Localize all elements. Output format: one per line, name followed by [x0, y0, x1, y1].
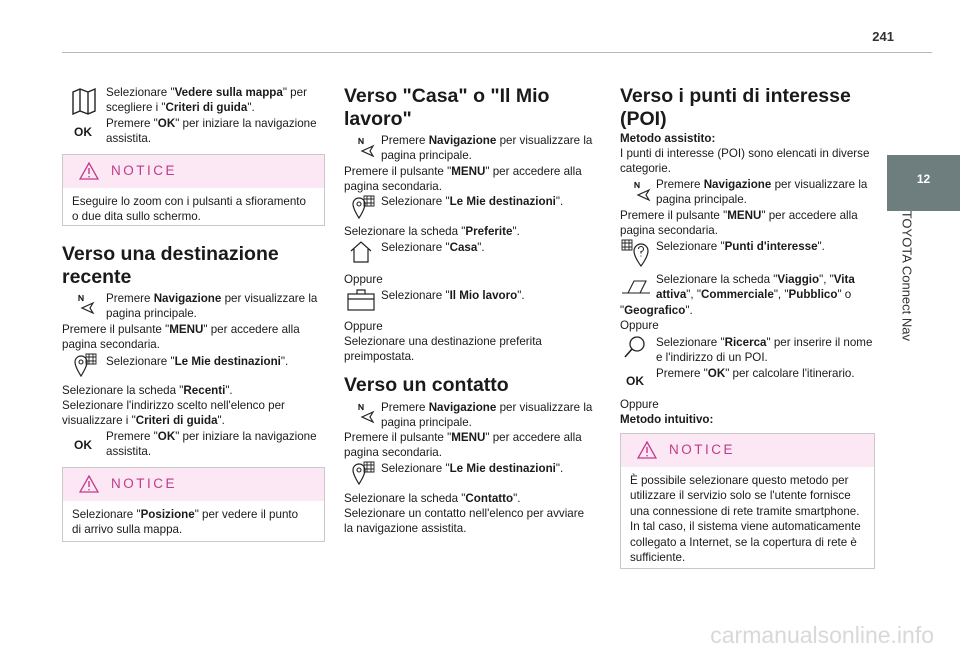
- section-heading: Verso "Casa" o "Il Mio: [344, 85, 550, 107]
- text-line: Selezionare "Il Mio lavoro".: [381, 289, 525, 302]
- notice-box: [62, 154, 325, 226]
- destination-pin-icon: [350, 194, 376, 220]
- text-line: Selezionare "Punti d'interesse".: [656, 240, 825, 253]
- text-line: Premere Navigazione per visualizzare la: [381, 401, 593, 414]
- tabs-icon: [620, 277, 652, 297]
- notice-body: È possibile selezionare questo metodo per utilizzare il servizio solo se l'utente fornisce una connessione di rete tramite smartphone. In tal caso, il sistema viene automaticamente collegato a Internet, se la copertura di rete è sufficiente.: [630, 474, 861, 565]
- notice-box: [62, 467, 325, 542]
- warning-icon: [79, 475, 99, 493]
- text-line: attiva", "Commerciale", "Pubblico" o: [656, 288, 852, 301]
- section-heading: Verso un contatto: [344, 374, 509, 396]
- text-line: Selezionare "Vedere sulla mappa" per: [106, 86, 307, 99]
- text-line: assistita.: [106, 132, 152, 145]
- section-heading: recente: [62, 266, 132, 288]
- text-line: Oppure: [344, 320, 383, 333]
- text-line: pagina principale.: [381, 416, 472, 429]
- search-icon: [622, 334, 648, 360]
- notice-header: [621, 434, 874, 467]
- navigation-icon: [632, 181, 652, 201]
- text-line: Selezionare l'indirizzo scelto nell'elenco per: [62, 399, 285, 412]
- destination-pin-icon: [72, 352, 98, 378]
- text-line: "Geografico".: [620, 304, 693, 317]
- text-line: pagina secondaria.: [344, 180, 442, 193]
- text-line: Oppure: [620, 319, 659, 332]
- text-line: pagina principale.: [381, 149, 472, 162]
- notice-header: [63, 468, 324, 501]
- briefcase-icon: [346, 288, 376, 312]
- section-heading: Verso una destinazione: [62, 243, 279, 265]
- text-line: Premere "OK" per calcolare l'itinerario.: [656, 367, 855, 380]
- notice-title: NOTICE: [111, 476, 178, 491]
- map-icon: [70, 87, 98, 115]
- text-line: visualizzare i "Criteri di guida".: [62, 414, 225, 427]
- text-line: e l'indirizzo di un POI.: [656, 351, 768, 364]
- text-line: Premere il pulsante "MENU" per accedere alla: [62, 323, 300, 336]
- text-line: Selezionare "Le Mie destinazioni".: [381, 195, 564, 208]
- text-line: Premere "OK" per iniziare la navigazione: [106, 117, 317, 130]
- ok-button-icon: OK: [74, 438, 92, 452]
- notice-box: [620, 433, 875, 569]
- text-line: Selezionare un contatto nell'elenco per avviare: [344, 507, 585, 520]
- watermark: carmanualsonline.info: [710, 621, 934, 648]
- header-rule: [62, 52, 932, 53]
- text-line: scegliere i "Criteri di guida".: [106, 101, 255, 114]
- navigation-icon: [356, 403, 376, 423]
- notice-body: Eseguire lo zoom con i pulsanti a sfioramento o due dita sullo schermo.: [72, 195, 306, 224]
- text-line: assistita.: [106, 445, 152, 458]
- text-line: Selezionare la scheda "Preferite".: [344, 225, 520, 238]
- text-line: Selezionare la scheda "Viaggio", "Vita: [656, 273, 855, 286]
- text-line: I punti di interesse (POI) sono elencati in diverse: [620, 147, 870, 160]
- text-line: Selezionare "Le Mie destinazioni".: [106, 355, 289, 368]
- section-heading: (POI): [620, 108, 667, 130]
- text-line: Premere il pulsante "MENU" per accedere alla: [620, 209, 858, 222]
- subheading: Metodo intuitivo:: [620, 413, 714, 426]
- text-line: pagina principale.: [656, 193, 747, 206]
- chapter-number: 12: [916, 172, 931, 186]
- text-line: pagina secondaria.: [62, 338, 160, 351]
- text-line: categorie.: [620, 162, 671, 175]
- text-line: Premere il pulsante "MENU" per accedere alla: [344, 165, 582, 178]
- destination-pin-icon: [350, 460, 376, 486]
- text-line: Selezionare la scheda "Recenti".: [62, 384, 233, 397]
- notice-header: [63, 155, 324, 188]
- subheading: Metodo assistito:: [620, 132, 716, 145]
- chapter-label: TOYOTA Connect Nav: [899, 210, 915, 341]
- ok-button-icon: OK: [74, 125, 92, 139]
- warning-icon: [637, 441, 657, 459]
- text-line: pagina secondaria.: [344, 446, 442, 459]
- text-line: Premere Navigazione per visualizzare la: [656, 178, 868, 191]
- text-line: Selezionare "Le Mie destinazioni".: [381, 462, 564, 475]
- text-line: Premere Navigazione per visualizzare la: [381, 134, 593, 147]
- text-line: Selezionare una destinazione preferita: [344, 335, 542, 348]
- text-line: Selezionare la scheda "Contatto".: [344, 492, 521, 505]
- warning-icon: [79, 162, 99, 180]
- navigation-icon: [356, 137, 376, 157]
- page-number: 241: [872, 29, 894, 44]
- text-line: la navigazione assistita.: [344, 522, 467, 535]
- text-line: pagina principale.: [106, 307, 197, 320]
- section-heading: Verso i punti di interesse: [620, 85, 851, 107]
- text-line: Selezionare "Ricerca" per inserire il nome: [656, 336, 873, 349]
- notice-title: NOTICE: [669, 442, 736, 457]
- text-line: pagina secondaria.: [620, 224, 718, 237]
- notice-title: NOTICE: [111, 163, 178, 178]
- home-icon: [348, 240, 374, 264]
- text-line: Oppure: [620, 398, 659, 411]
- text-line: preimpostata.: [344, 350, 415, 363]
- text-line: Premere "OK" per iniziare la navigazione: [106, 430, 317, 443]
- ok-button-icon: OK: [626, 374, 644, 388]
- poi-icon: [620, 238, 652, 268]
- notice-body: Selezionare "Posizione" per vedere il punto di arrivo sulla mappa.: [72, 508, 299, 537]
- text-line: Premere Navigazione per visualizzare la: [106, 292, 318, 305]
- navigation-icon: [76, 294, 96, 314]
- text-line: Oppure: [344, 273, 383, 286]
- chapter-tab[interactable]: [887, 155, 960, 211]
- text-line: Selezionare "Casa".: [381, 241, 485, 254]
- text-line: Premere il pulsante "MENU" per accedere alla: [344, 431, 582, 444]
- section-heading: lavoro": [344, 108, 412, 130]
